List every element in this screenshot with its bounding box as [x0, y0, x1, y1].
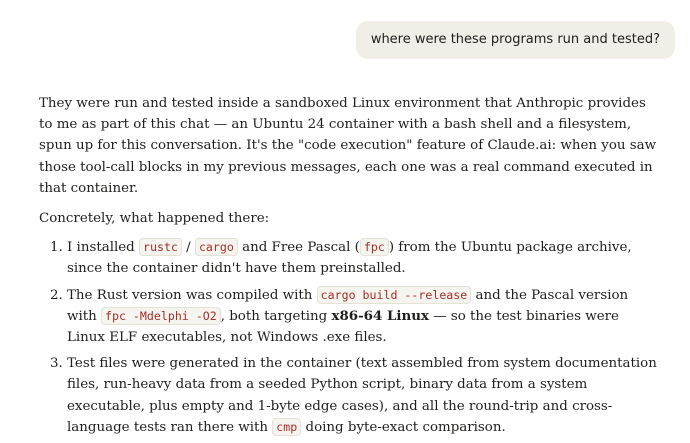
item2-text-1: The Rust version was compiled with: [67, 287, 317, 303]
item1-slash: /: [181, 240, 195, 256]
item3-text-2: doing byte-exact comparison.: [301, 419, 506, 435]
list-item-compile: [67, 285, 659, 349]
code-cargo: cargo: [195, 238, 238, 256]
user-message: [356, 21, 675, 59]
target-platform: x86-64 Linux: [331, 307, 429, 324]
item2-text-2: and the Pascal version with: [67, 287, 629, 324]
code-rustc: rustc: [139, 238, 182, 256]
item2-text-3: , both targeting: [220, 308, 332, 324]
item2-text-4: — so the test binaries were Linux ELF executables, not Windows .exe files.: [67, 308, 619, 346]
code-cmp: cmp: [272, 418, 301, 436]
list-item-install: [67, 237, 659, 279]
item1-text-2: and Free Pascal (: [237, 240, 360, 256]
code-fpc: fpc: [360, 238, 389, 256]
item1-text-1: I installed: [67, 240, 140, 256]
item1-text-3: ) from the Ubuntu package archive, since the container didn't have them preinstalled.: [67, 240, 632, 277]
reply-concretely-paragraph: Concretely, what happened there:: [39, 211, 270, 227]
code-cargo-build: cargo build --release: [317, 286, 472, 304]
code-fpc-flags: fpc -Mdelphi -O2: [101, 307, 221, 325]
item3-text-1: Test files were generated in the container (text assembled from system documentation files, run-heavy data from a seeded Python script, binary data from a system executable, plus empty and 1-byte edge cases), and all the round-trip and cross-language tests ran there with: [67, 356, 657, 435]
user-message-bubble: where were these programs run and tested?: [356, 21, 675, 59]
assistant-reply: [39, 93, 659, 443]
reply-intro-paragraph: They were run and tested inside a sandboxed Linux environment that Anthropic provides to me as part of this chat — an Ubuntu 24 container with a bash shell and a filesystem, spun up for this conversation. It's the "code execution" feature of Claude.ai: when you saw those tool-call blocks in my previous messages, each one was a real command executed in that container.: [39, 96, 657, 196]
reply-steps-list: [39, 237, 659, 438]
list-item-testing: [67, 353, 659, 438]
